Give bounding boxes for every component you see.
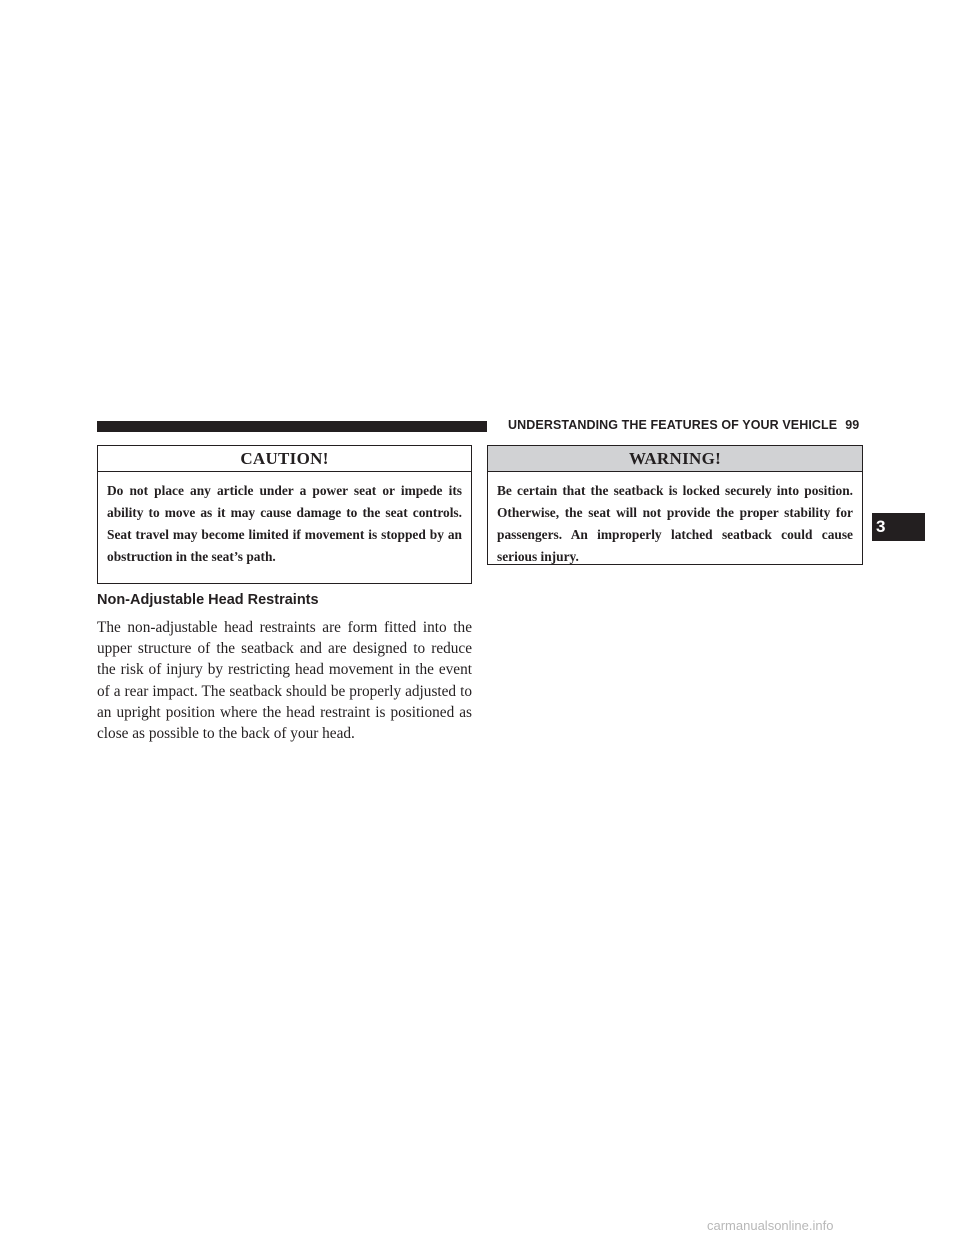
chapter-tab: 3 [872,513,925,541]
warning-title: WARNING! [488,446,862,472]
section-heading: Non-Adjustable Head Restraints [97,592,319,608]
page-number: 99 [845,418,860,432]
caution-box [97,445,472,584]
warning-box [487,445,863,565]
caution-text: Do not place any article under a power seat or impede its ability to move as it may cause damage to the seat controls. Seat travel may become limited if movement is stopped by an obstruction in the seat’s path. [107,483,462,564]
caution-title: CAUTION! [98,446,471,472]
warning-text: Be certain that the seatback is locked securely into position. Otherwise, the seat will not provide the proper stability for passengers. An improperly latched seatback could cause serious injury. [497,483,853,564]
running-header-title: UNDERSTANDING THE FEATURES OF YOUR VEHICLE [508,418,838,432]
section-body: The non-adjustable head restraints are form fitted into the upper structure of the seatback and are designed to reduce the risk of injury by restricting head movement in the event of a rear impact. The seatback should be properly adjusted to an upright position where the head restraint is positioned as close as possible to the back of your head. [97,619,472,743]
running-header [508,418,859,432]
footer-watermark: carmanualsonline.info [707,1218,834,1233]
header-rule [97,421,487,432]
